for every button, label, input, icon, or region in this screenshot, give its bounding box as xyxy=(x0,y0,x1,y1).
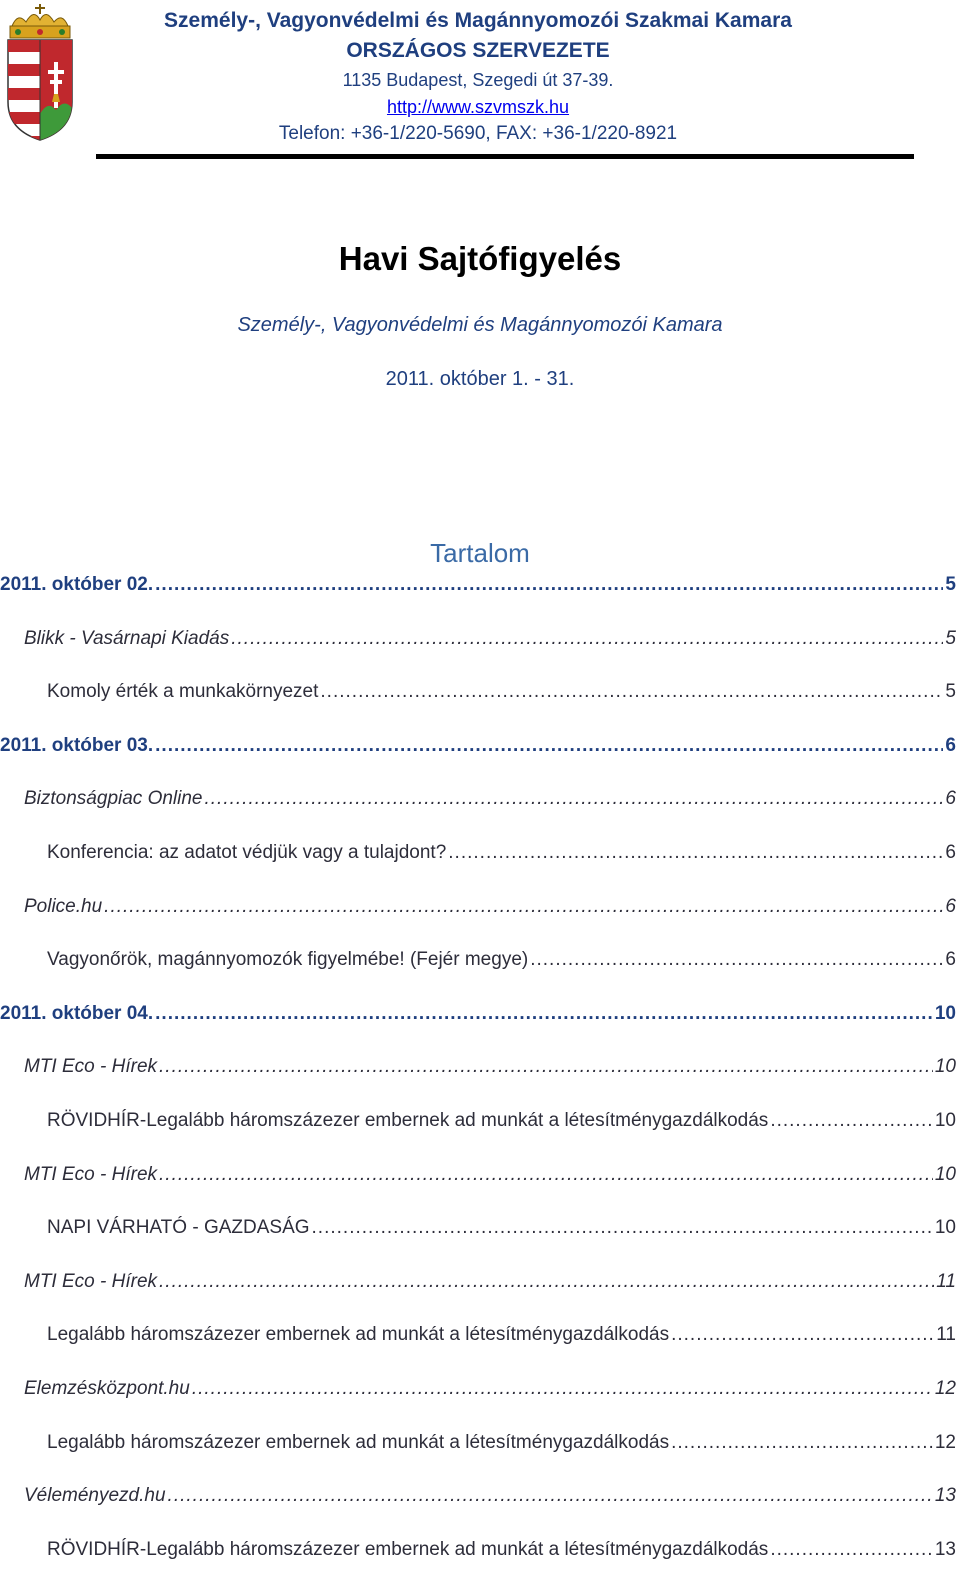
toc-entry-page: 6 xyxy=(945,895,956,917)
toc-entry-title: Legalább háromszázezer embernek ad munkát a létesítménygazdálkodás xyxy=(47,1431,670,1453)
toc-entry-title: 2011. október 03. xyxy=(0,734,154,756)
toc-heading: Tartalom xyxy=(430,538,530,568)
header-divider xyxy=(96,154,914,159)
hungarian-coat-of-arms-icon xyxy=(4,2,74,142)
toc-entry-page: 13 xyxy=(934,1485,956,1507)
toc-entry[interactable] xyxy=(0,729,956,763)
toc-entry[interactable] xyxy=(24,1372,956,1406)
org-website-link[interactable]: http://www.szvmszk.hu xyxy=(386,97,570,117)
toc-entry-title: MTI Eco - Hírek xyxy=(24,1270,158,1292)
document-period: 2011. október 1. - 31. xyxy=(385,368,575,390)
toc-leader-dots xyxy=(671,1318,934,1352)
toc-entry-title: MTI Eco - Hírek xyxy=(24,1056,158,1078)
toc-entry-page: 6 xyxy=(945,949,956,971)
toc-entry-page: 10 xyxy=(934,1056,956,1078)
toc-entry-page: 6 xyxy=(945,788,956,810)
toc-entry[interactable] xyxy=(47,675,956,709)
toc-entry-title: Véleményezd.hu xyxy=(24,1485,166,1507)
toc-entry-title: RÖVIDHÍR-Legalább háromszázezer embernek ad munkát a létesítménygazdálkodás xyxy=(47,1538,769,1560)
toc-leader-dots xyxy=(320,675,943,709)
toc-entry-title: Vagyonőrök, magánnyomozók figyelmébe! (Fejér megye) xyxy=(47,949,529,971)
toc-leader-dots xyxy=(770,1104,933,1138)
toc-leader-dots xyxy=(168,1479,933,1513)
toc-entry[interactable] xyxy=(47,943,956,977)
toc-leader-dots xyxy=(205,782,944,816)
toc-entry[interactable] xyxy=(24,1050,956,1084)
toc-entry-page: 10 xyxy=(934,1163,956,1185)
toc-entry-page: 6 xyxy=(945,734,956,756)
toc-leader-dots xyxy=(159,1265,934,1299)
toc-entry-title: MTI Eco - Hírek xyxy=(24,1163,158,1185)
toc-leader-dots xyxy=(770,1533,933,1567)
toc-leader-dots xyxy=(192,1372,933,1406)
toc-entry-page: 13 xyxy=(934,1538,956,1560)
toc-entry-title: RÖVIDHÍR-Legalább háromszázezer embernek ad munkát a létesítménygazdálkodás xyxy=(47,1110,769,1131)
toc-entry-page: 10 xyxy=(934,1002,956,1024)
toc-entry[interactable] xyxy=(0,568,956,602)
toc-entry[interactable] xyxy=(24,1158,956,1192)
toc-entry-page: 6 xyxy=(945,842,956,863)
toc-leader-dots xyxy=(671,1426,933,1460)
toc-leader-dots xyxy=(159,1158,933,1192)
toc-entry[interactable] xyxy=(24,622,956,656)
toc-entry-title: Komoly érték a munkakörnyezet xyxy=(47,681,319,703)
org-name: Személy-, Vagyonvédelmi és Magánnyomozói Szakmai Kamara xyxy=(164,9,792,32)
org-address: 1135 Budapest, Szegedi út 37-39. xyxy=(342,70,614,90)
toc-entry-page: 10 xyxy=(934,1217,956,1239)
toc-entry-page: 5 xyxy=(945,627,956,649)
document-subtitle: Személy-, Vagyonvédelmi és Magánnyomozói Kamara xyxy=(237,314,723,336)
toc-entry-title: Biztonságpiac Online xyxy=(24,788,203,810)
toc-entry[interactable] xyxy=(47,1533,956,1567)
toc-leader-dots xyxy=(312,1211,933,1245)
toc-leader-dots xyxy=(231,622,943,656)
toc-entry[interactable] xyxy=(47,1211,956,1245)
org-phone-fax: Telefon: +36-1/220-5690, FAX: +36-1/220-8921 xyxy=(278,123,678,144)
toc-entry[interactable] xyxy=(24,890,956,924)
toc-leader-dots xyxy=(159,1050,933,1084)
toc-entry-page: 5 xyxy=(945,681,956,703)
toc-entry[interactable] xyxy=(47,1318,956,1352)
letterhead xyxy=(160,6,796,148)
toc-entry[interactable] xyxy=(24,1479,956,1513)
document-title: Havi Sajtófigyelés xyxy=(338,240,622,277)
toc-entry-page: 10 xyxy=(934,1110,956,1131)
toc-entry-title: Elemzésközpont.hu xyxy=(24,1378,190,1399)
toc-entry-title: 2011. október 02. xyxy=(0,574,154,595)
toc-entry[interactable] xyxy=(47,836,956,870)
toc-entry[interactable] xyxy=(0,997,956,1031)
toc-entry-title: Police.hu xyxy=(24,895,103,917)
toc-entry[interactable] xyxy=(24,1265,956,1299)
toc-leader-dots xyxy=(155,568,943,602)
toc-entry-title: 2011. október 04. xyxy=(0,1002,154,1024)
toc-entry-page: 12 xyxy=(934,1378,956,1399)
toc-leader-dots xyxy=(448,836,943,870)
toc-entry-title: Konferencia: az adatot védjük vagy a tulajdont? xyxy=(47,842,447,863)
toc-entry-title: NAPI VÁRHATÓ - GAZDASÁG xyxy=(47,1217,310,1239)
toc-leader-dots xyxy=(104,890,943,924)
toc-entry-page: 5 xyxy=(945,574,956,595)
toc-leader-dots xyxy=(155,729,943,763)
org-branch: ORSZÁGOS SZERVEZETE xyxy=(346,39,610,62)
toc-leader-dots xyxy=(155,997,933,1031)
toc-entry-page: 12 xyxy=(934,1431,956,1453)
toc-entry[interactable] xyxy=(47,1426,956,1460)
toc-entry[interactable] xyxy=(24,782,956,816)
toc-entry-title: Blikk - Vasárnapi Kiadás xyxy=(24,627,230,649)
toc-entry[interactable] xyxy=(47,1104,956,1138)
toc-entry-page: 11 xyxy=(936,1270,956,1292)
toc-entry-title: Legalább háromszázezer embernek ad munkát a létesítménygazdálkodás xyxy=(47,1324,670,1346)
toc-entry-page: 11 xyxy=(936,1324,956,1346)
toc-leader-dots xyxy=(530,943,943,977)
